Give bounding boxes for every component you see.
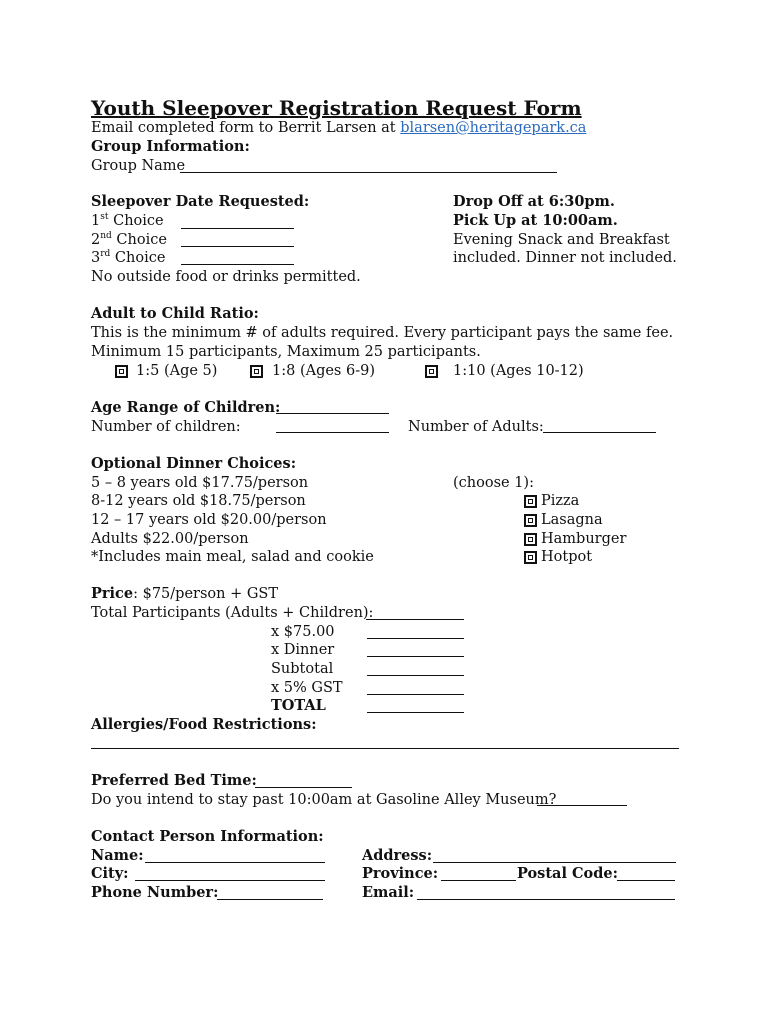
contact-phone-field[interactable] bbox=[217, 899, 323, 900]
total-field[interactable] bbox=[367, 712, 464, 713]
stay-question-field[interactable] bbox=[537, 805, 627, 806]
choice-3-field[interactable] bbox=[181, 264, 294, 265]
group-name-label: Group Name bbox=[91, 158, 186, 174]
email-prefix: Email completed form to Berrit Larsen at bbox=[91, 120, 401, 136]
no-outside-food-note: No outside food or drinks permitted. bbox=[91, 269, 361, 285]
ratio-1-8-label: 1:8 (Ages 6-9) bbox=[272, 363, 375, 379]
contact-phone-label: Phone Number: bbox=[91, 884, 219, 901]
dinner-price-3: 12 – 17 years old $20.00/person bbox=[91, 512, 327, 528]
dinner-includes-note: *Includes main meal, salad and cookie bbox=[91, 549, 374, 565]
dinner-heading: Optional Dinner Choices: bbox=[91, 455, 297, 472]
choice-2-field[interactable] bbox=[181, 246, 294, 247]
snack-note-line1: Evening Snack and Breakfast bbox=[453, 232, 670, 248]
choice-2-text: Choice bbox=[116, 232, 167, 248]
contact-address-label: Address: bbox=[362, 847, 433, 864]
total-participants-field[interactable] bbox=[366, 619, 464, 620]
contact-name-field[interactable] bbox=[145, 862, 325, 863]
lasagna-label: Lasagna bbox=[541, 512, 603, 528]
choice-3-label bbox=[91, 249, 165, 267]
email-link[interactable]: blarsen@heritagepark.ca bbox=[400, 120, 587, 136]
choice-1-suffix: st bbox=[100, 212, 109, 223]
page-title: Youth Sleepover Registration Request Form bbox=[91, 96, 582, 120]
allergies-field[interactable] bbox=[91, 748, 679, 749]
sleepover-heading: Sleepover Date Requested: bbox=[91, 193, 310, 210]
pizza-label: Pizza bbox=[541, 493, 580, 509]
subtotal-label: Subtotal bbox=[271, 661, 334, 677]
contact-postal-field[interactable] bbox=[617, 880, 675, 881]
hamburger-label: Hamburger bbox=[541, 531, 627, 547]
drop-off-time: Drop Off at 6:30pm. bbox=[453, 193, 615, 210]
choose-one-label: (choose 1): bbox=[453, 475, 534, 491]
contact-email-field[interactable] bbox=[417, 899, 675, 900]
hotpot-checkbox[interactable] bbox=[524, 551, 537, 564]
hamburger-checkbox[interactable] bbox=[524, 533, 537, 546]
contact-province-field[interactable] bbox=[441, 880, 516, 881]
ratio-1-10-checkbox[interactable] bbox=[425, 365, 438, 378]
lasagna-checkbox[interactable] bbox=[524, 514, 537, 527]
x75-field[interactable] bbox=[367, 638, 464, 639]
choice-1-text: Choice bbox=[113, 213, 164, 229]
ratio-line1: This is the minimum # of adults required. Every participant pays the same fee. bbox=[91, 325, 674, 341]
dinner-price-4: Adults $22.00/person bbox=[91, 531, 249, 547]
choice-3-text: Choice bbox=[114, 250, 166, 266]
contact-province-label: Province: bbox=[362, 865, 439, 882]
total-label: TOTAL bbox=[271, 697, 326, 714]
price-label: Price bbox=[91, 585, 134, 602]
contact-city-field[interactable] bbox=[135, 880, 325, 881]
bed-time-field[interactable] bbox=[255, 787, 352, 788]
ratio-1-5-label: 1:5 (Age 5) bbox=[136, 363, 218, 379]
ratio-1-10-label: 1:10 (Ages 10-12) bbox=[453, 363, 584, 379]
dinner-price-1: 5 – 8 years old $17.75/person bbox=[91, 475, 309, 491]
contact-email-label: Email: bbox=[362, 884, 415, 901]
choice-3-suffix: rd bbox=[100, 249, 111, 260]
choice-1-num: 1 bbox=[91, 213, 101, 229]
stay-question-label: Do you intend to stay past 10:00am at Gasoline Alley Museum? bbox=[91, 792, 557, 808]
choice-3-num: 3 bbox=[91, 250, 101, 266]
contact-heading: Contact Person Information: bbox=[91, 828, 324, 845]
allergies-label: Allergies/Food Restrictions: bbox=[91, 716, 317, 733]
price-value: : $75/person + GST bbox=[133, 586, 279, 602]
gst-label: x 5% GST bbox=[271, 680, 343, 696]
price-line bbox=[91, 585, 278, 603]
contact-postal-label: Postal Code: bbox=[517, 865, 618, 882]
num-children-label: Number of children: bbox=[91, 419, 241, 435]
ratio-line2: Minimum 15 participants, Maximum 25 participants. bbox=[91, 344, 481, 360]
x75-label: x $75.00 bbox=[271, 624, 335, 640]
bed-time-label: Preferred Bed Time: bbox=[91, 772, 257, 789]
x-dinner-field[interactable] bbox=[367, 656, 464, 657]
dinner-price-2: 8-12 years old $18.75/person bbox=[91, 493, 306, 509]
choice-2-num: 2 bbox=[91, 232, 101, 248]
snack-note-line2: included. Dinner not included. bbox=[453, 250, 677, 266]
choice-2-suffix: nd bbox=[100, 231, 112, 242]
contact-name-label: Name: bbox=[91, 847, 144, 864]
contact-address-field[interactable] bbox=[433, 862, 676, 863]
age-range-label: Age Range of Children: bbox=[91, 399, 281, 416]
choice-1-label bbox=[91, 212, 164, 230]
ratio-heading: Adult to Child Ratio: bbox=[91, 305, 259, 322]
num-children-field[interactable] bbox=[276, 432, 389, 433]
choice-1-field[interactable] bbox=[181, 228, 294, 229]
num-adults-field[interactable] bbox=[543, 432, 656, 433]
ratio-1-5-checkbox[interactable] bbox=[115, 365, 128, 378]
x-dinner-label: x Dinner bbox=[271, 642, 335, 658]
age-range-field[interactable] bbox=[276, 413, 389, 414]
contact-city-label: City: bbox=[91, 865, 129, 882]
pizza-checkbox[interactable] bbox=[524, 495, 537, 508]
hotpot-label: Hotpot bbox=[541, 549, 593, 565]
email-instruction bbox=[91, 119, 586, 137]
group-name-field[interactable] bbox=[180, 172, 557, 173]
ratio-1-8-checkbox[interactable] bbox=[250, 365, 263, 378]
choice-2-label bbox=[91, 231, 167, 249]
num-adults-label: Number of Adults: bbox=[408, 419, 544, 435]
pick-up-time: Pick Up at 10:00am. bbox=[453, 212, 618, 229]
total-participants-label: Total Participants (Adults + Children): bbox=[91, 605, 374, 621]
group-heading: Group Information: bbox=[91, 138, 250, 155]
subtotal-field[interactable] bbox=[367, 675, 464, 676]
gst-field[interactable] bbox=[367, 694, 464, 695]
